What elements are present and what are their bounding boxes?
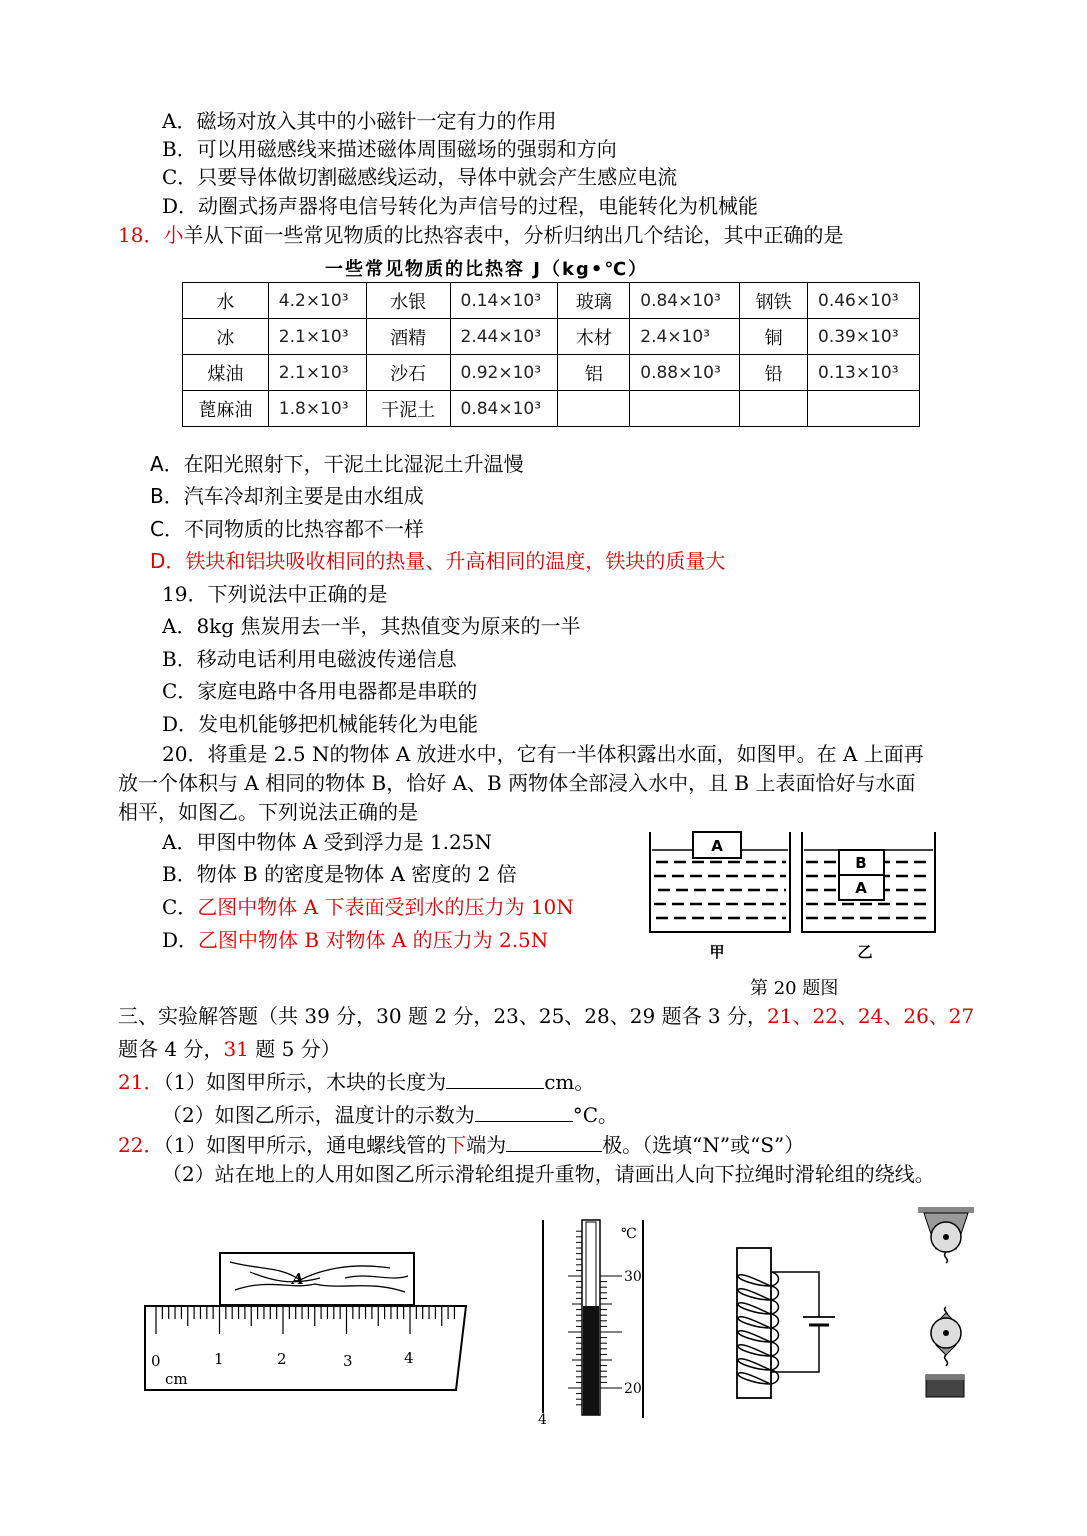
value-cell: 0.84×10³ xyxy=(630,283,740,319)
section3-p1-red: 21、22、24、26、27 xyxy=(767,1004,975,1028)
value-cell: 2.1×10³ xyxy=(268,319,366,355)
container-yi xyxy=(802,832,935,932)
thermometer-label-30: 30 xyxy=(624,1269,642,1285)
substance-cell: 铜 xyxy=(740,319,808,355)
substance-cell: 铝 xyxy=(558,355,630,391)
q21-l1b: cm。 xyxy=(544,1070,595,1094)
q19-option-d: D．发电机能够把机械能转化为电能 xyxy=(162,712,479,736)
solenoid-core xyxy=(737,1248,771,1398)
heat-table-title: 一些常见物质的比热容 J（kg•℃） xyxy=(325,259,649,280)
q21-line2 xyxy=(162,1102,618,1128)
q22-blank-pole[interactable] xyxy=(506,1133,602,1152)
q20-line3: 相平，如图乙。下列说法正确的是 xyxy=(118,800,418,824)
value-cell xyxy=(808,391,920,427)
solenoid-figure xyxy=(725,1245,835,1405)
table-row xyxy=(183,355,920,391)
value-cell: 4.2×10³ xyxy=(268,283,366,319)
substance-cell: 沙石 xyxy=(366,355,450,391)
substance-cell xyxy=(740,391,808,427)
q22-l1-red: 下 xyxy=(446,1133,467,1157)
q21-number: 21． xyxy=(118,1070,164,1094)
q19-option-a: A．8kg 焦炭用去一半，其热值变为原来的一半 xyxy=(162,614,581,638)
q19-option-b: B．移动电话利用电磁波传递信息 xyxy=(162,647,457,671)
q18-option-d: D．铁块和铝块吸收相同的热量、升高相同的温度，铁块的质量大 xyxy=(150,549,726,573)
thermometer-label-20: 20 xyxy=(624,1381,642,1397)
value-cell: 0.39×10³ xyxy=(808,319,920,355)
q21-blank-length[interactable] xyxy=(446,1070,544,1089)
q20-option-c xyxy=(162,894,574,920)
section3-p2b: 题 5 分） xyxy=(248,1037,341,1061)
ruler-label-1: 1 xyxy=(214,1350,224,1368)
ruler-label-2: 2 xyxy=(277,1350,287,1368)
value-cell: 0.46×10³ xyxy=(808,283,920,319)
substance-cell: 冰 xyxy=(183,319,269,355)
ruler-unit: cm xyxy=(165,1370,188,1388)
fixed-pulley xyxy=(924,1213,968,1263)
table-row xyxy=(183,319,920,355)
ruler-figure xyxy=(140,1250,480,1390)
q17-option-d: D．动圈式扬声器将电信号转化为声信号的过程，电能转化为机械能 xyxy=(162,194,759,218)
ceiling xyxy=(918,1207,974,1213)
q18-option-a: A．在阳光照射下，干泥土比湿泥土升温慢 xyxy=(150,452,524,476)
q20-option-a: A．甲图中物体 A 受到浮力是 1.25N xyxy=(162,830,492,854)
section3-p2-red: 31 xyxy=(223,1037,249,1061)
q21-blank-temp[interactable] xyxy=(475,1103,573,1122)
value-cell xyxy=(630,391,740,427)
ruler-label-0: 0 xyxy=(151,1352,161,1370)
q20-figure-caption: 第 20 题图 xyxy=(750,978,839,999)
ruler-label-4: 4 xyxy=(404,1349,414,1367)
substance-cell: 玻璃 xyxy=(558,283,630,319)
section3-line2 xyxy=(118,1036,341,1062)
page-number: 4 xyxy=(538,1412,547,1428)
block-a-yi: A xyxy=(855,879,867,897)
substance-cell: 酒精 xyxy=(366,319,450,355)
q22-l1c: 极。（选填“N”或“S”） xyxy=(602,1133,805,1157)
section3-title: 三、实验解答题 xyxy=(118,1004,258,1028)
q18-stem-first: 小 xyxy=(163,223,184,247)
substance-cell: 铅 xyxy=(740,355,808,391)
block-a-jia: A xyxy=(711,837,723,855)
q17-option-b: B．可以用磁感线来描述磁体周围磁场的强弱和方向 xyxy=(162,137,617,161)
wood-block-label: A xyxy=(292,1270,304,1288)
value-cell: 1.8×10³ xyxy=(268,391,366,427)
q21-line1 xyxy=(118,1069,594,1095)
q19-option-c: C．家庭电路中各用电器都是串联的 xyxy=(162,679,478,703)
q19-stem: 19．下列说法中正确的是 xyxy=(162,582,388,606)
value-cell: 0.84×10³ xyxy=(450,391,558,427)
q20-line1: 20．将重是 2.5 N的物体 A 放进水中，它有一半体积露出水面，如图甲。在 A 上面再 xyxy=(162,742,924,766)
q22-line1 xyxy=(118,1132,804,1158)
substance-cell: 木材 xyxy=(558,319,630,355)
q18-option-c: C．不同物质的比热容都不一样 xyxy=(150,517,424,541)
q21-l2a: （2）如图乙所示，温度计的示数为 xyxy=(162,1103,475,1127)
block-b-yi: B xyxy=(855,854,867,872)
q20-option-d-prefix: D． xyxy=(162,928,199,952)
value-cell: 2.44×10³ xyxy=(450,319,558,355)
q20-option-c-text: 乙图中物体 A 下表面受到水的压力为 10N xyxy=(197,895,574,919)
q17-option-c: C．只要导体做切割磁感线运动，导体中就会产生感应电流 xyxy=(162,165,678,189)
value-cell: 2.1×10³ xyxy=(268,355,366,391)
q18-number: 18． xyxy=(118,223,164,247)
ruler-body xyxy=(145,1306,466,1390)
q21-l1a: （1）如图甲所示，木块的长度为 xyxy=(163,1070,447,1094)
substance-cell: 干泥土 xyxy=(366,391,450,427)
table-row xyxy=(183,283,920,319)
q22-line2: （2）站在地上的人用如图乙所示滑轮组提升重物，请画出人向下拉绳时滑轮组的绕线。 xyxy=(162,1162,935,1186)
value-cell: 0.13×10³ xyxy=(808,355,920,391)
value-cell: 0.88×10³ xyxy=(630,355,740,391)
q18-stem-rest: 羊从下面一些常见物质的比热容表中，分析归纳出几个结论，其中正确的是 xyxy=(183,223,844,247)
q20-option-d xyxy=(162,927,548,953)
value-cell: 0.14×10³ xyxy=(450,283,558,319)
label-jia: 甲 xyxy=(709,943,725,961)
ruler-label-3: 3 xyxy=(343,1352,353,1370)
q18-stem xyxy=(118,222,843,248)
substance-cell: 煤油 xyxy=(183,355,269,391)
substance-cell: 水银 xyxy=(366,283,450,319)
table-row xyxy=(183,391,920,427)
section3-p1: （共 39 分，30 题 2 分，23、25、28、29 题各 3 分， xyxy=(258,1004,768,1028)
q20-line2: 放一个体积与 A 相同的物体 B，恰好 A、B 两物体全部浸入水中，且 B 上表面恰好与水面 xyxy=(118,771,916,795)
mercury-column xyxy=(583,1306,599,1415)
q20-option-b: B．物体 B 的密度是物体 A 密度的 2 倍 xyxy=(162,862,517,886)
q17-option-a: A．磁场对放入其中的小磁针一定有力的作用 xyxy=(162,109,557,133)
q20-figure xyxy=(640,820,950,970)
q22-l1b: 端为 xyxy=(466,1133,507,1157)
q20-option-d-text: 乙图中物体 B 对物体 A 的压力为 2.5N xyxy=(198,928,549,952)
substance-cell: 钢铁 xyxy=(740,283,808,319)
section3-line1 xyxy=(118,1003,974,1029)
q22-l1a: （1）如图甲所示，通电螺线管的 xyxy=(163,1133,447,1157)
container-jia xyxy=(650,832,790,932)
movable-pulley xyxy=(931,1307,961,1366)
section3-p2a: 题各 4 分， xyxy=(118,1037,224,1061)
substance-cell: 蓖麻油 xyxy=(183,391,269,427)
thermometer-figure xyxy=(535,1218,655,1423)
substance-cell: 水 xyxy=(183,283,269,319)
substance-cell xyxy=(558,391,630,427)
value-cell: 0.92×10³ xyxy=(450,355,558,391)
pulley-figure xyxy=(910,1205,980,1405)
label-yi: 乙 xyxy=(857,943,873,961)
q20-option-c-prefix: C． xyxy=(162,895,198,919)
heat-capacity-table xyxy=(182,282,920,427)
q18-option-b: B．汽车冷却剂主要是由水组成 xyxy=(150,484,424,508)
q21-l2b: °C。 xyxy=(572,1103,619,1127)
q22-number: 22． xyxy=(118,1133,164,1157)
value-cell: 2.4×10³ xyxy=(630,319,740,355)
thermometer-unit: ℃ xyxy=(621,1226,637,1242)
